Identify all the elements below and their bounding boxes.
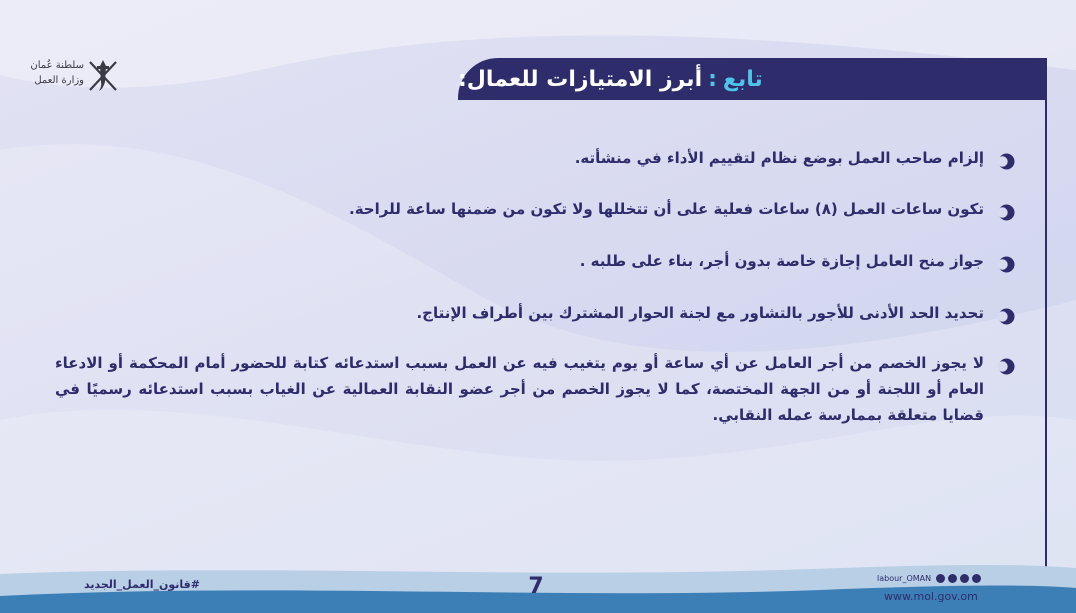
- page-number: 7: [528, 574, 544, 599]
- bullet-text: لا يجوز الخصم من أجر العامل عن أي ساعة أو يوم يتغيب فيه عن العمل بسبب استدعائه كتابة للحضور أمام المحكمة أو الادعاء العام أو اللجنة أو من الجهة المختصة، كما لا يجوز الخصم من أجر عضو النقابة العمالية عن الغياب بسبب استدعائه رسميًا في قضايا متعلقة بممارسة عمله النقابي.: [55, 354, 984, 424]
- hashtag: #قانون_العمل_الجديد: [84, 578, 200, 591]
- list-item: [55, 350, 1015, 428]
- title-bar: [458, 58, 1046, 100]
- website-link[interactable]: www.mol.gov.om: [884, 590, 978, 603]
- ministry-logo: [24, 56, 120, 98]
- page-title: أبرز الامتيازات للعمال:: [458, 66, 703, 92]
- title-prefix: تابع: [722, 66, 763, 92]
- social-links: [877, 574, 981, 583]
- list-item: [345, 196, 1015, 222]
- bullet-icon: [998, 153, 1015, 170]
- list-item: [345, 145, 1015, 171]
- twitter-icon[interactable]: [960, 574, 969, 583]
- bullet-icon: [998, 204, 1015, 221]
- list-item: [345, 248, 1015, 274]
- khanjar-emblem-icon: [86, 56, 120, 96]
- bullet-icon: [998, 358, 1015, 375]
- bullet-text: تكون ساعات العمل (٨) ساعات فعلية على أن تتخللها ولا تكون من ضمنها ساعة للراحة.: [349, 200, 984, 218]
- bullet-text: تحديد الحد الأدنى للأجور بالتشاور مع لجنة الحوار المشترك بين أطراف الإنتاج.: [416, 304, 984, 322]
- title-separator: :: [708, 66, 717, 92]
- right-vertical-rule: [1045, 58, 1047, 578]
- bullet-icon: [998, 256, 1015, 273]
- logo-text-line2: وزارة العمل: [34, 75, 84, 86]
- social-handle: labour_OMAN: [877, 574, 932, 583]
- bullet-text: إلزام صاحب العمل بوضع نظام لتقييم الأداء في منشأته.: [574, 149, 984, 167]
- logo-text-line1: سلطنة عُمان: [30, 60, 84, 71]
- facebook-icon[interactable]: [936, 574, 945, 583]
- bullet-text: جواز منح العامل إجازة خاصة بدون أجر، بناء على طلبه .: [579, 252, 984, 270]
- bullet-icon: [998, 308, 1015, 325]
- youtube-icon[interactable]: [948, 574, 957, 583]
- instagram-icon[interactable]: [972, 574, 981, 583]
- list-item: [345, 300, 1015, 326]
